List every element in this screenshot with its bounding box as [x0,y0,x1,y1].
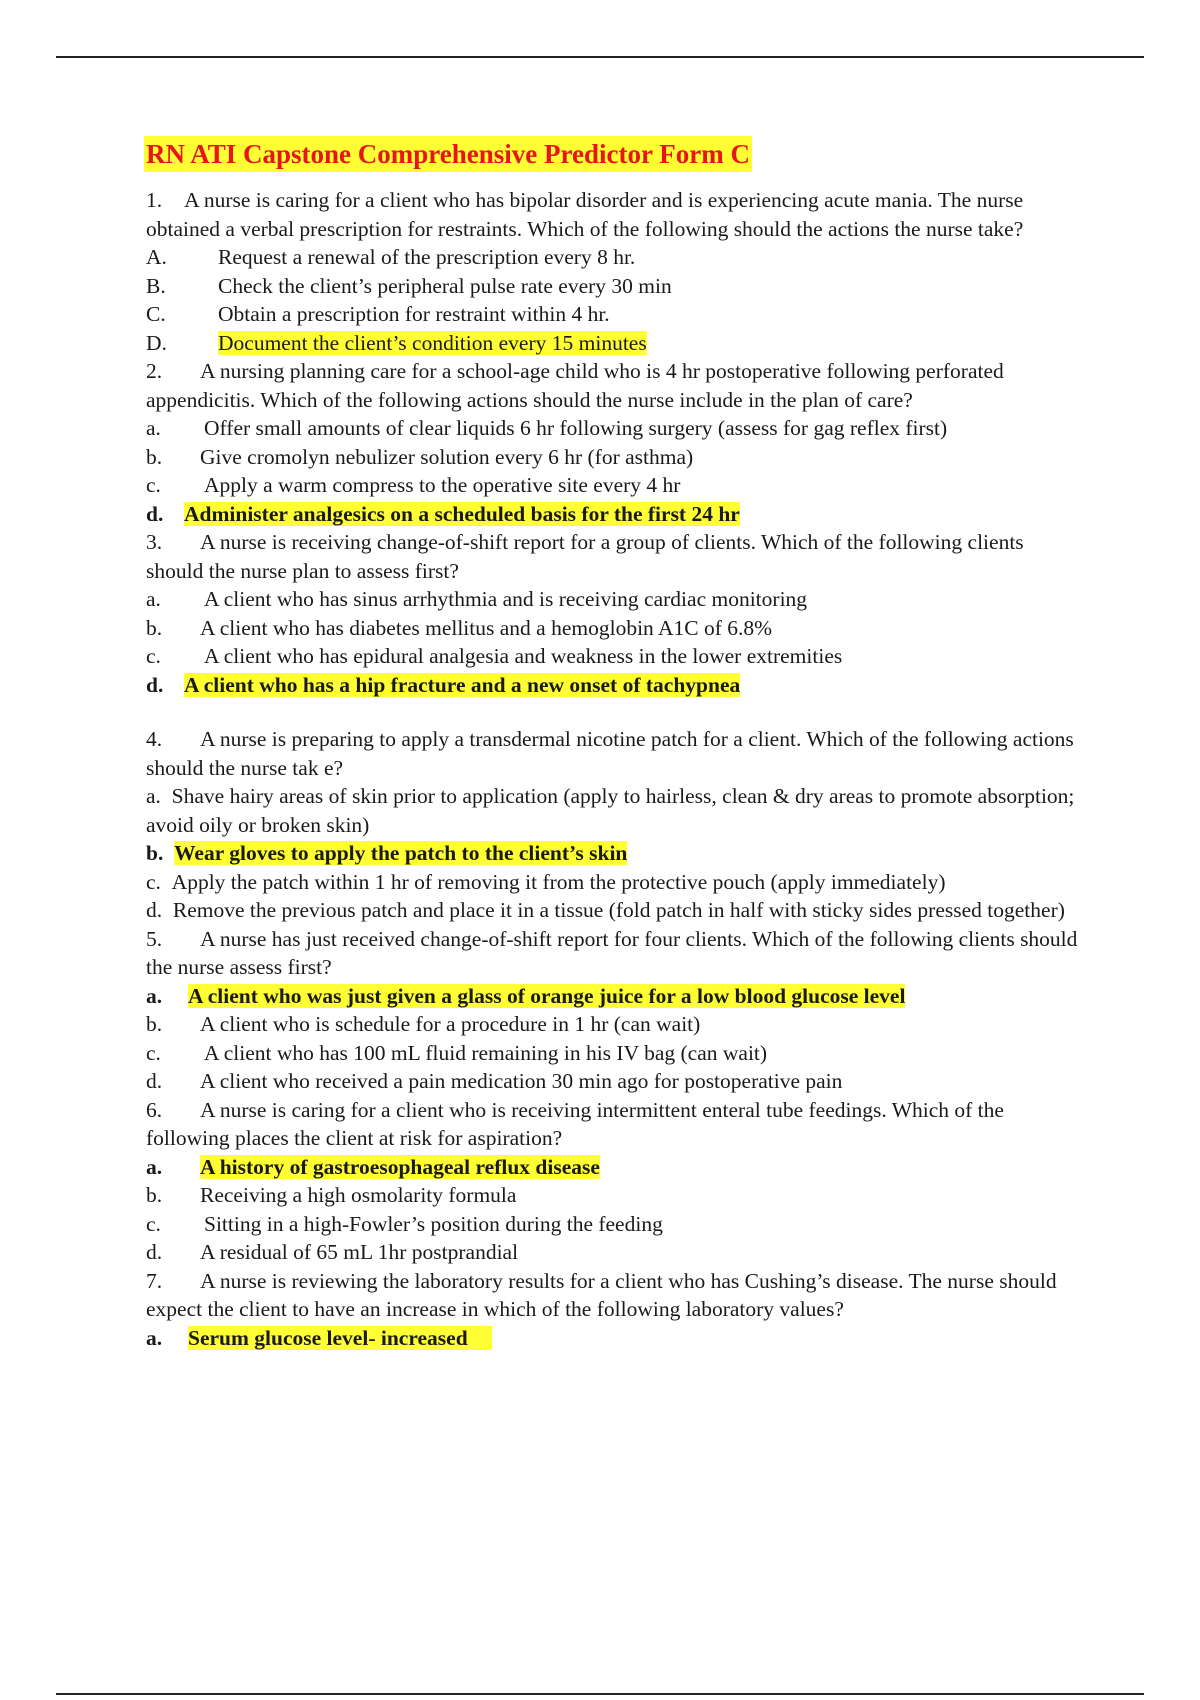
document-page [146,136,1086,1352]
option-6c [146,1210,1086,1239]
question-number: 7. [146,1268,163,1293]
question-text: A nursing planning care for a school-age child who is 4 hr postoperative following perforated appendicitis. Which of the following actions should the nurse include in the plan of care? [146,359,1004,412]
option-3a [146,585,1086,614]
option-text: Check the client’s peripheral pulse rate every 30 min [218,273,672,298]
answer-text: A client who has a hip fracture and a new onset of tachypnea [184,672,741,697]
option-letter: a. [146,416,161,440]
option-letter: c. [146,1040,161,1065]
question-number: 6. [146,1097,163,1122]
option-letter: B. [146,273,166,298]
option-1a [146,243,1086,272]
question-5 [146,925,1086,982]
option-text: A client who received a pain medication 30 min ago for postoperative pain [200,1069,843,1093]
option-letter: d. [146,501,164,526]
question-text: A nurse is caring for a client who has bipolar disorder and is experiencing acute mania. The nurse obtained a verbal prescription for restraints. Which of the following should the actions the nurse take? [146,188,1024,241]
option-text: A client who is schedule for a procedure in 1 hr (can wait) [200,1012,701,1036]
option-1d-answer [146,329,1086,358]
footer-rule [56,1693,1144,1695]
question-text: A nurse is reviewing the laboratory results for a client who has Cushing’s disease. The nurse should expect the client to have an increase in which of the following laboratory values? [146,1268,1057,1321]
option-letter: c. [146,1211,161,1236]
option-6b [146,1181,1086,1210]
blank-line [146,699,1086,725]
document-title: RN ATI Capstone Comprehensive Predictor Form C [144,136,752,172]
option-text: A client who has sinus arrhythmia and is receiving cardiac monitoring [204,587,808,611]
header-rule [56,56,1144,58]
option-text: Receiving a high osmolarity formula [200,1183,517,1207]
option-7a-answer [146,1324,1086,1353]
option-5b [146,1010,1086,1039]
question-number: 1. [146,188,163,212]
option-4a [146,782,1086,839]
option-5d [146,1067,1086,1096]
option-text: Shave hairy areas of skin prior to application (apply to hairless, clean & dry areas to promote absorption; avoid oily or broken skin) [146,784,1075,837]
answer-text: A history of gastroesophageal reflux disease [200,1154,600,1179]
answer-text: Wear gloves to apply the patch to the client’s skin [174,841,628,865]
option-2a [146,414,1086,443]
option-6a-answer [146,1153,1086,1182]
option-letter: c. [146,644,161,668]
question-text: A nurse is preparing to apply a transdermal nicotine patch for a client. Which of the following actions should the nurse tak e? [146,727,1074,780]
question-7 [146,1267,1086,1324]
option-text: Give cromolyn nebulizer solution every 6 hr (for asthma) [200,444,694,469]
question-text: A nurse has just received change-of-shift report for four clients. Which of the following clients should the nurse assess first? [146,926,1078,979]
option-letter: A. [146,245,167,269]
option-1c [146,300,1086,329]
option-text: A client who has 100 mL fluid remaining in his IV bag (can wait) [204,1040,768,1065]
option-text: Apply the patch within 1 hr of removing it from the protective pouch (apply immediately) [171,869,946,894]
option-letter: c. [146,473,161,497]
option-letter: b. [146,841,164,865]
option-letter: b. [146,1012,163,1036]
option-letter: b. [146,1183,163,1207]
option-4d [146,896,1086,925]
option-letter: d. [146,672,164,697]
option-letter: C. [146,302,166,326]
option-5c [146,1039,1086,1068]
question-6 [146,1096,1086,1153]
option-letter: c. [146,869,161,894]
option-text: Remove the previous patch and place it in a tissue (fold patch in half with sticky sides pressed together) [172,898,1065,922]
option-text: Offer small amounts of clear liquids 6 hr following surgery (assess for gag reflex first) [204,416,948,440]
option-letter: a. [146,1154,163,1179]
option-letter: a. [146,784,161,808]
option-2c [146,471,1086,500]
option-letter: a. [146,1325,163,1350]
question-text: A nurse is receiving change-of-shift report for a group of clients. Which of the following clients should the nurse plan to assess first? [146,530,1024,583]
answer-text: Document the client’s condition every 15 minutes [218,330,647,355]
option-letter: d. [146,1069,163,1093]
question-2 [146,357,1086,414]
answer-text: Serum glucose level- increased [188,1326,492,1350]
option-text: A residual of 65 mL 1hr postprandial [200,1240,519,1264]
option-1b [146,272,1086,301]
option-3d-answer [146,671,1086,700]
option-letter: b. [146,444,163,469]
option-4b-answer [146,839,1086,868]
question-number: 2. [146,359,163,383]
option-letter: a. [146,587,161,611]
answer-text: Administer analgesics on a scheduled basis for the first 24 hr [184,501,740,526]
question-text: A nurse is caring for a client who is receiving intermittent enteral tube feedings. Which of the following places the client at risk for aspiration? [146,1097,1004,1150]
option-5a-answer [146,982,1086,1011]
option-text: Apply a warm compress to the operative site every 4 hr [204,473,681,497]
question-number: 5. [146,926,163,951]
option-2b [146,443,1086,472]
option-3c [146,642,1086,671]
question-4 [146,725,1086,782]
option-letter: b. [146,615,163,640]
option-text: Obtain a prescription for restraint within 4 hr. [218,302,610,326]
option-letter: d. [146,1240,163,1264]
question-3 [146,528,1086,585]
option-3b [146,614,1086,643]
option-2d-answer [146,500,1086,529]
option-text: Request a renewal of the prescription every 8 hr. [218,245,636,269]
option-6d [146,1238,1086,1267]
option-letter: d. [146,898,163,922]
option-letter: a. [146,983,163,1008]
question-1 [146,186,1086,243]
question-number: 3. [146,530,163,554]
answer-text: A client who was just given a glass of orange juice for a low blood glucose level [188,983,906,1008]
option-text: A client who has diabetes mellitus and a hemoglobin A1C of 6.8% [200,615,773,640]
option-letter: D. [146,330,167,355]
option-text: Sitting in a high-Fowler’s position during the feeding [204,1211,663,1236]
option-4c [146,868,1086,897]
option-text: A client who has epidural analgesia and weakness in the lower extremities [204,644,843,668]
question-number: 4. [146,727,163,751]
